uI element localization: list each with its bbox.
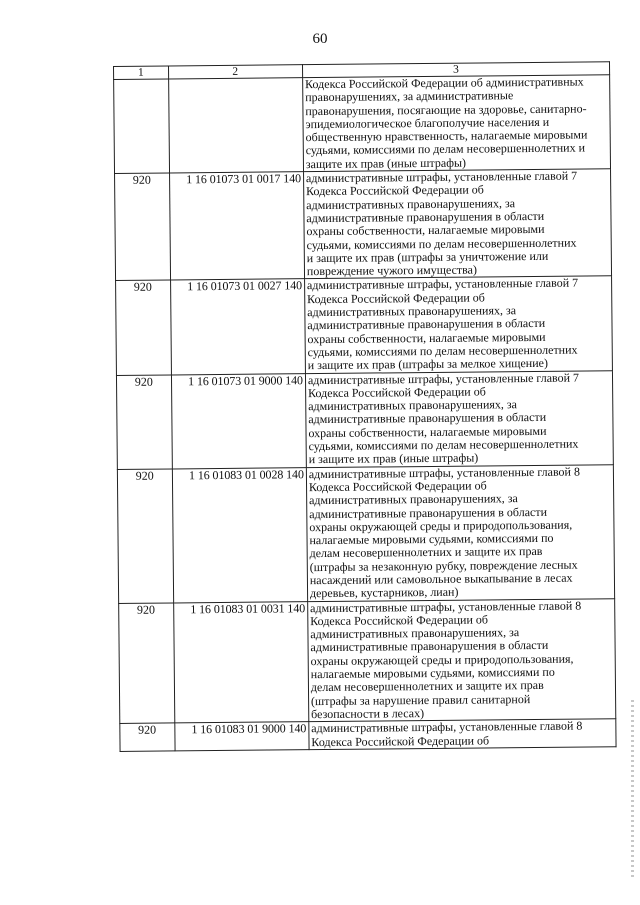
description-line: правонарушения, посягающие на здоровье, санитарно- [305, 101, 587, 118]
description-line: Кодекса Российской Федерации об [307, 384, 486, 400]
row-description [303, 75, 611, 172]
description-line: делам несовершеннолетних и защите их прав [310, 678, 544, 695]
description-line: делам несовершеннолетних и защите их прав [309, 544, 543, 561]
description-line: административные правонарушения в области [308, 410, 547, 427]
description-line: административные правонарушения в области [309, 504, 548, 521]
row-budget-code: 1 16 01083 01 9000 140 [191, 721, 307, 737]
column-header-1: 1 [114, 66, 169, 80]
row-budget-code-cell [169, 172, 304, 281]
description-line: Кодекса Российской Федерации об [306, 182, 484, 199]
description-line: охраны собственности, налагаемые мировыми [307, 329, 546, 346]
description-line: судьями, комиссиями по делам несовершеннолетних и [305, 140, 586, 158]
description-line: административных правонарушениях, за [306, 195, 516, 212]
table-body [114, 62, 617, 752]
row-budget-code-cell [168, 78, 303, 173]
row-budget-code-cell [174, 722, 309, 751]
description-line: общественную нравственность, налагаемые мировыми [305, 127, 588, 145]
page-number: 60 [312, 31, 328, 47]
description-line: правонарушениях, за административные [305, 88, 514, 105]
table-row [116, 370, 613, 469]
description-line: судьями, комиссиями по делам несовершеннолетних [307, 342, 578, 360]
row-admin-code: 920 [119, 603, 175, 724]
row-description [303, 169, 611, 279]
description-line: административные штрафы, установленные главой 8 [310, 598, 582, 615]
row-budget-code: 1 16 01073 01 0027 140 [187, 278, 303, 294]
row-admin-code: 920 [120, 723, 175, 751]
row-description [304, 276, 612, 373]
description-line: административные штрафы, установленные главой 8 [308, 464, 580, 481]
description-line: административные штрафы, установленные главой 8 [311, 718, 583, 736]
row-admin-code: 920 [117, 469, 173, 603]
column-header-3: 3 [302, 62, 609, 78]
description-line: административных правонарушениях, за [308, 397, 517, 414]
description-line: Кодекса Российской Федерации об [311, 732, 490, 749]
description-line: налагаемые мировыми судьями, комиссиями по [309, 530, 554, 548]
row-admin-code [114, 79, 169, 174]
row-budget-code: 1 16 01073 01 9000 140 [188, 372, 303, 388]
description-line: Кодекса Российской Федерации об [310, 612, 489, 629]
description-line: административных правонарушениях, за [310, 625, 520, 642]
description-line: и защите их прав (штрафы за мелкое хищение) [307, 356, 549, 373]
table-row [115, 169, 612, 281]
description-line: защите их прав (иные штрафы) [305, 155, 467, 171]
description-line: административные правонарушения в области [310, 638, 549, 655]
row-budget-code-cell [173, 601, 308, 723]
row-budget-code-cell [170, 279, 305, 374]
table-row [116, 276, 613, 375]
description-line: административных правонарушениях, за [309, 491, 518, 508]
row-description [309, 719, 616, 750]
description-line: административные штрафы, установленные главой 7 [307, 370, 580, 387]
margin-scan-mark [631, 700, 634, 880]
description-line: Кодекса Российской Федерации об административных [305, 74, 584, 92]
row-budget-code-cell [172, 467, 308, 602]
description-line: административные правонарушения в области [306, 208, 545, 226]
description-line: административных правонарушениях, за [307, 303, 517, 320]
row-admin-code: 920 [116, 280, 171, 375]
row-budget-code: 1 16 01083 01 0031 140 [190, 600, 306, 616]
description-line: охраны собственности, налагаемые мировыми [306, 222, 545, 239]
description-line: судьями, комиссиями по делам несовершеннолетних [308, 436, 579, 454]
description-line: административные правонарушения в области [307, 316, 546, 333]
description-line: административные штрафы, установленные главой 7 [305, 168, 578, 186]
row-budget-code-cell [171, 373, 306, 468]
budget-codes-table [113, 61, 617, 752]
description-line: и защите их прав (штрафы за уничтожение или [306, 248, 549, 266]
row-budget-code: 1 16 01073 01 0017 140 [186, 171, 302, 187]
description-line: судьями, комиссиями по делам несовершеннолетних [306, 235, 577, 252]
column-header-2: 2 [168, 65, 302, 79]
description-line: налагаемые мировыми судьями, комиссиями по [310, 664, 555, 682]
row-description [308, 598, 616, 722]
description-line: Кодекса Российской Федерации об [308, 478, 487, 495]
row-admin-code: 920 [115, 173, 171, 281]
description-line: (штрафы за незаконную рубку, повреждение лесных [309, 557, 578, 574]
table-row [120, 719, 616, 751]
description-line: безопасности в лесах) [311, 705, 425, 722]
description-line: охраны окружающей среды и природопользования, [309, 517, 573, 534]
row-description [306, 464, 614, 601]
table-row [117, 464, 614, 603]
row-budget-code: 1 16 01083 01 0028 140 [188, 466, 304, 482]
description-line: административные штрафы, установленные главой 7 [306, 275, 579, 293]
description-line: деревьев, кустарников, лиан) [309, 584, 459, 601]
description-line: (штрафы за нарушение правил санитарной [310, 691, 531, 708]
row-description [305, 370, 613, 467]
table-row [119, 598, 616, 723]
description-line: насаждений или самовольное выкапывание в лесах [309, 570, 573, 588]
description-line: и защите их прав (иные штрафы) [308, 450, 479, 467]
row-admin-code: 920 [116, 374, 171, 469]
description-line: повреждение чужого имущества) [306, 262, 478, 279]
description-line: охраны окружающей среды и природопользования, [310, 651, 574, 668]
description-line: Кодекса Российской Федерации об [307, 290, 485, 306]
description-line: охраны собственности, налагаемые мировыми [308, 423, 547, 440]
description-line: эпидемиологическое благополучие населения и [305, 114, 550, 132]
table-row [114, 75, 611, 174]
